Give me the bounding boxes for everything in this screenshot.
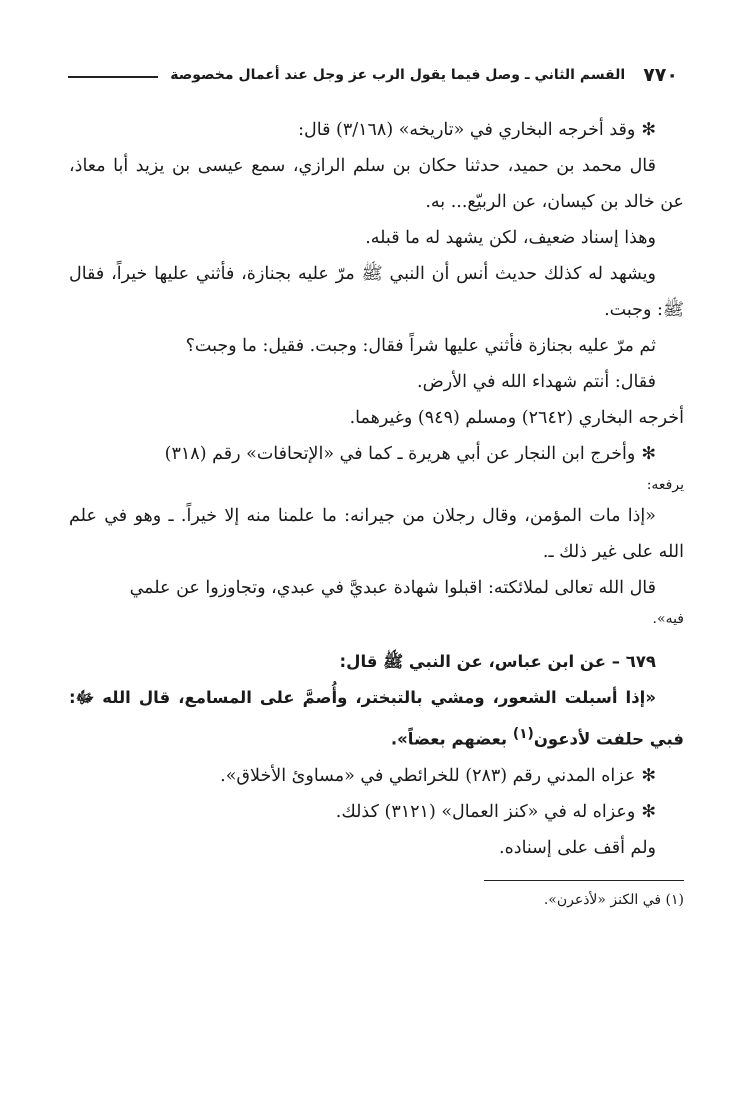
page-body	[69, 112, 684, 913]
hadith-heading: ٦٧٩ – عن ابن عباس، عن النبي ﷺ قال:	[339, 652, 656, 671]
paragraph: فقال: أنتم شهداء الله في الأرض.	[417, 372, 656, 392]
hadith-text-part: بعضهم بعضاً».	[390, 729, 508, 749]
page-number: ٧٧٠	[643, 64, 678, 86]
paragraph: أخرجه البخاري (٢٦٤٢) ومسلم (٩٤٩) وغيرهما.	[349, 408, 684, 428]
paragraph: ثم مرّ عليه بجنازة فأثني عليها شراً فقال: وجبت. فقيل: ما وجبت؟	[185, 336, 656, 356]
paragraph: قال محمد بن حميد، حدثنا حكان بن سلم الرازي، سمع عيسى بن يزيد أبا معاذ، عن خالد بن كيسان، عن الربيّع... به.	[69, 156, 684, 212]
footnote	[69, 887, 684, 913]
footnote-divider	[484, 880, 684, 881]
hadith-text-part: «إذا أسبلت الشعور، ومشي بالتبختر، وأُصمَّ على المسامع، قال الله ﷻ: فبي حلفت لأدعون	[69, 688, 684, 749]
running-title: القسم الثاني ـ وصل فيما يقول الرب عز وجل عند أعمال مخصوصة	[170, 67, 626, 83]
paragraph	[69, 112, 684, 148]
paragraph	[69, 436, 684, 472]
paragraph-text: وقد أخرجه البخاري في «تاريخه» (٣/١٦٨) قال:	[298, 120, 636, 140]
paragraph: قال الله تعالى لملائكته: اقبلوا شهادة عبديَّ في عبدي، وتجاوزوا عن علمي	[129, 578, 656, 598]
page-header	[68, 58, 678, 92]
paragraph-text: عزاه المدني رقم (٢٨٣) للخرائطي في «مساوئ الأخلاق».	[220, 765, 636, 786]
star-icon: ✻	[641, 765, 656, 786]
star-icon: ✻	[641, 801, 656, 822]
paragraph: ولم أقف على إسناده.	[499, 837, 656, 858]
footnote-text: في الكنز «لأذعرن».	[543, 891, 662, 908]
paragraph: «إذا مات المؤمن، وقال رجلان من جيرانه: ما علمنا منه إلا خيراً. ـ وهو في علم الله على غير ذلك ـ.	[69, 506, 684, 562]
star-icon: ✻	[641, 120, 656, 140]
star-icon: ✻	[641, 444, 656, 464]
footnote-number: (١)	[665, 891, 684, 908]
footnote-ref: (١)	[512, 726, 534, 742]
paragraph: ويشهد له كذلك حديث أنس أن النبي ﷺ مرّ عليه بجنازة، فأثني عليها خيراً، فقال ﷺ: وجبت.	[69, 264, 684, 320]
paragraph: فيه».	[652, 611, 684, 627]
paragraph-text: وعزاه له في «كنز العمال» (٣١٢١) كذلك.	[335, 801, 636, 822]
header-rule	[68, 76, 158, 78]
paragraph	[69, 794, 684, 830]
paragraph-text: وأخرج ابن النجار عن أبي هريرة ـ كما في «الإتحافات» رقم (٣١٨)	[164, 444, 636, 464]
paragraph: يرفعه:	[646, 477, 684, 493]
paragraph	[69, 758, 684, 794]
paragraph: وهذا إسناد ضعيف، لكن يشهد له ما قبله.	[365, 228, 656, 248]
hadith-text	[69, 680, 684, 758]
